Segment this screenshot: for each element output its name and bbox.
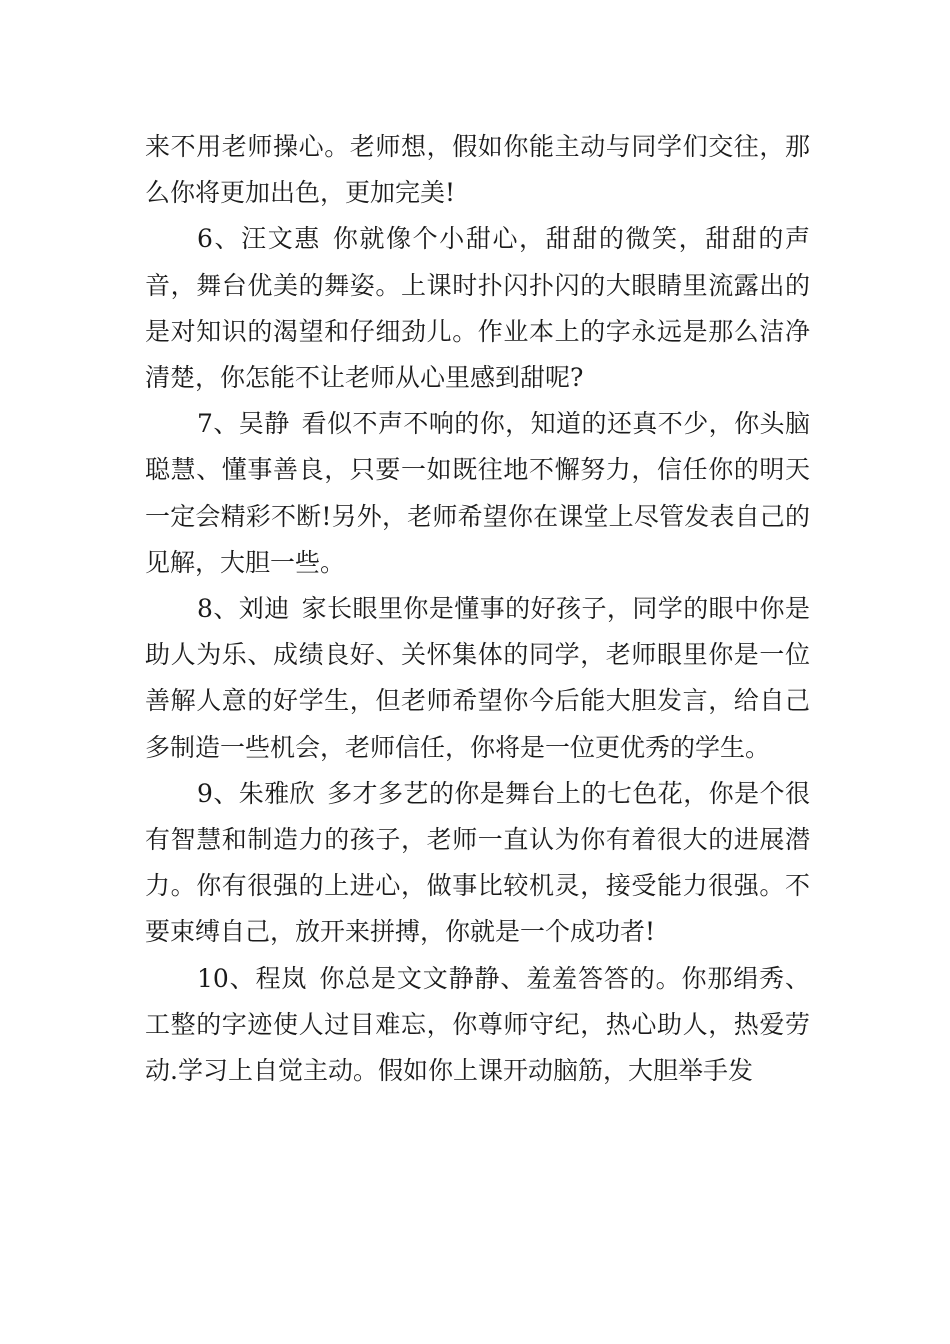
paragraph-text: 看似不声不响的你，知道的还真不少，你头脑聪慧、懂事善良，只要一如既往地不懈努力，信任你的明天一定会精彩不断!另外，老师希望你在课堂上尽管发表自己的见解，大胆一些。 [145,409,810,577]
comment-paragraph-9 [145,771,810,956]
comment-paragraph-8 [145,586,810,771]
student-name: 朱雅欣 [238,778,316,808]
item-number: 9、 [197,778,239,808]
comment-paragraph-6 [145,216,810,401]
paragraph-text: 你就像个小甜心，甜甜的微笑，甜甜的声音，舞台优美的舞姿。上课时扑闪扑闪的大眼睛里流露出的是对知识的渴望和仔细劲儿。作业本上的字永远是那么洁净清楚，你怎能不让老师从心里感到甜呢? [145,224,810,393]
paragraph-continuation [145,124,810,216]
paragraph-text: 家长眼里你是懂事的好孩子，同学的眼中你是助人为乐、成绩良好、关怀集体的同学，老师眼里你是一位善解人意的好学生，但老师希望你今后能大胆发言，给自己多制造一些机会，老师信任，你将是一位更优秀的学生。 [145,594,810,762]
comment-paragraph-7 [145,401,810,586]
paragraph-text: 来不用老师操心。老师想，假如你能主动与同学们交往，那么你将更加出色，更加完美! [145,132,810,208]
paragraph-text: 多才多艺的你是舞台上的七色花，你是个很有智慧和制造力的孩子，老师一直认为你有着很大的进展潜力。你有很强的上进心，做事比较机灵，接受能力很强。不要束缚自己，放开来拼搏，你就是一个成功者! [145,778,810,947]
student-name: 刘迪 [238,594,290,624]
comment-paragraph-10 [145,956,810,1095]
item-number: 8、 [197,594,239,624]
student-name: 汪文惠 [241,224,321,254]
document-body [145,124,810,1094]
item-number: 10、 [197,963,256,993]
student-name: 程岚 [255,963,308,993]
student-name: 吴静 [238,409,290,439]
item-number: 6、 [197,224,242,254]
item-number: 7、 [197,409,239,439]
paragraph-text: 你总是文文静静、羞羞答答的。你那绢秀、工整的字迹使人过目难忘，你尊师守纪，热心助人，热爱劳动.学习上自觉主动。假如你上课开动脑筋，大胆举手发 [145,963,810,1086]
